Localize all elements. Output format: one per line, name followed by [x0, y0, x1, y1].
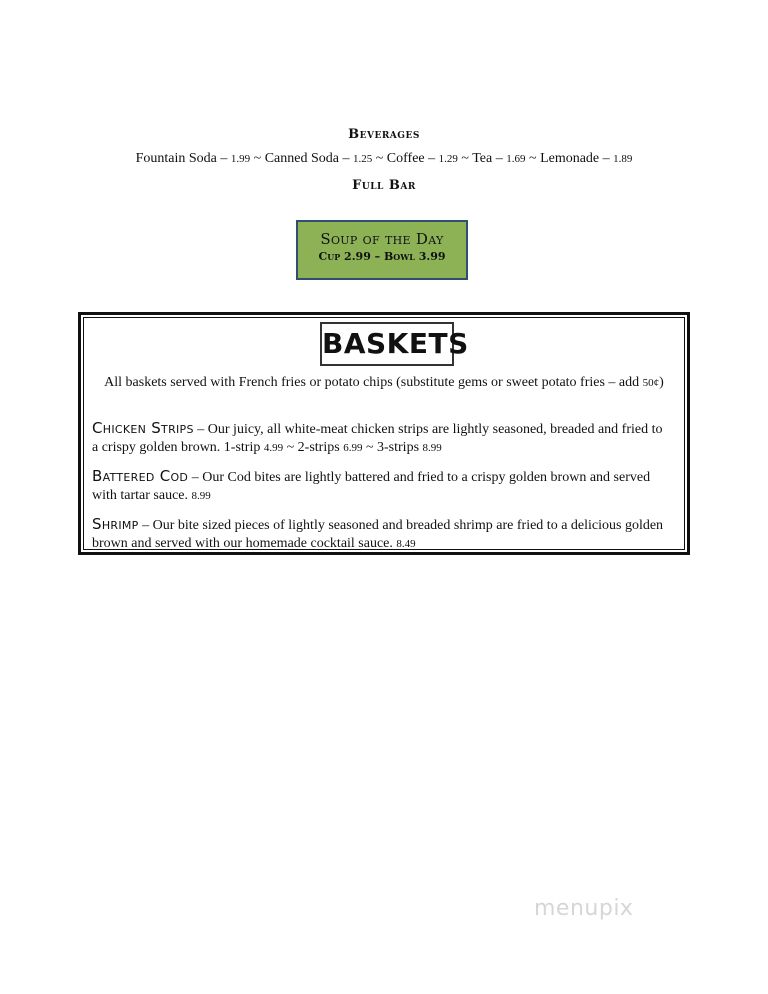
baskets-title: BASKETS [322, 327, 469, 360]
item-price: 8.99 [422, 442, 442, 454]
menupix-watermark-logo: menupix [534, 896, 634, 921]
item-price: 4.99 [263, 442, 284, 454]
beverage-item: Coffee – 1.29 ~ [386, 151, 473, 166]
item-description: Our bite sized pieces of lightly seasoned and breaded shrimp are fried to a delicious golden brown and served with our homemade cocktail sauce. [92, 518, 664, 551]
item-description: Our juicy, all white-meat chicken strips are lightly seasoned, breaded and fried to a crispy golden brown. 1-strip [92, 422, 663, 455]
menu-item-shrimp: Shrimp – Our bite sized pieces of lightly seasoned and breaded shrimp are fried to a delicious golden brown and served with our homemade cocktail sauce. 8.49 [92, 515, 664, 551]
soup-prices: Cup 2.99 – Bowl 3.99 [318, 250, 446, 263]
baskets-intro: All baskets served with French fries or potato chips (substitute gems or sweet potato fries – add 50¢) [104, 375, 664, 390]
baskets-inner-border [83, 317, 685, 550]
item-description: Our Cod bites are lightly battered and fried to a crispy golden brown and served with tartar sauce. [92, 470, 651, 503]
menu-item-chicken-strips: Chicken Strips – Our juicy, all white-meat chicken strips are lightly seasoned, breaded and fried to a crispy golden brown. 1-strip 4.99 ~ 2-strips 6.99 ~ 3-strips 8.99 [92, 419, 663, 455]
baskets-section [78, 312, 690, 555]
item-name: Shrimp [92, 515, 139, 533]
item-price: 6.99 [343, 442, 363, 454]
item-name: Chicken Strips [92, 419, 194, 437]
soup-title: Soup of the Day [320, 230, 444, 248]
full-bar-label: Full Bar [352, 178, 416, 193]
item-price: 8.99 [191, 490, 211, 502]
baskets-title-box [320, 322, 469, 366]
beverages-list [0, 151, 768, 167]
menu-item-battered-cod: Battered Cod – Our Cod bites are lightly battered and fried to a crispy golden brown and served with tartar sauce. 8.99 [92, 467, 651, 503]
beverage-item: Lemonade – 1.89 [540, 151, 633, 166]
item-price: 8.49 [396, 538, 416, 550]
soup-of-the-day-box [296, 220, 468, 280]
beverage-item: Canned Soda – 1.25 ~ [264, 151, 387, 166]
beverage-item: Tea – 1.69 ~ [472, 151, 541, 166]
beverage-item: Fountain Soda – 1.99 ~ [135, 151, 265, 166]
item-name: Battered Cod [92, 467, 189, 485]
beverages-heading: Beverages [348, 127, 420, 142]
